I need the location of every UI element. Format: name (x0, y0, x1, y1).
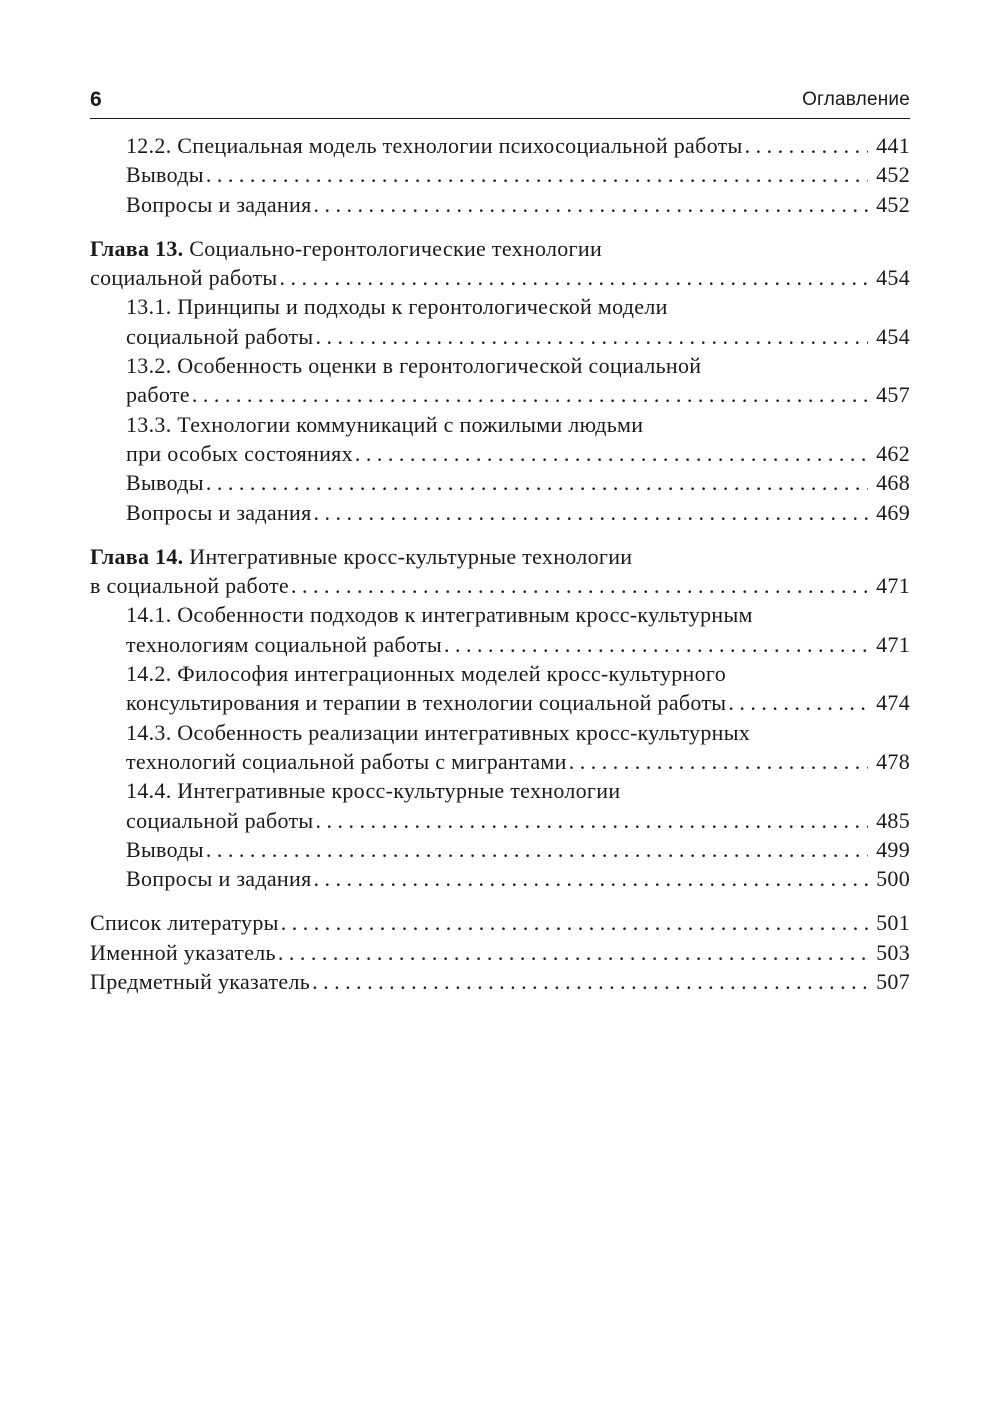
toc-entry[interactable] (90, 351, 910, 410)
dot-leader (312, 190, 869, 219)
toc-entry-title: Именной указатель (90, 939, 276, 965)
toc-page-number: 485 (876, 807, 910, 833)
toc-entry-title: 13.2. Особенность оценки в геронтологической социальной (126, 353, 702, 379)
dot-leader (204, 160, 868, 189)
toc-entry[interactable] (90, 498, 910, 527)
toc-page-number: 507 (876, 969, 910, 995)
toc-entry[interactable] (90, 292, 910, 351)
dot-leader (314, 322, 869, 351)
dot-leader (289, 571, 868, 600)
toc-entry-title: в социальной работе (90, 573, 289, 599)
toc-entry-title: Выводы (126, 162, 204, 188)
toc-entry-title: 12.2. Специальная модель технологии психосоциальной работы (126, 133, 743, 158)
toc-chapter-entry[interactable] (90, 234, 910, 293)
toc-entry[interactable] (90, 908, 910, 937)
toc-page-number: 462 (876, 440, 910, 466)
toc-page-number: 468 (876, 470, 910, 496)
toc-entry-title: Список литературы (90, 910, 279, 936)
dot-leader (310, 967, 868, 996)
dot-leader (743, 131, 868, 160)
toc-page-number: 478 (876, 748, 910, 774)
toc-entry-title: 14.2. Философия интеграционных моделей кросс-культурного (126, 661, 726, 687)
chapter-label: Глава 13. (90, 235, 184, 261)
toc-page-number: 471 (876, 631, 910, 657)
dot-leader (204, 835, 868, 864)
toc-entry-title: Интегративные кросс-культурные технологии (189, 543, 633, 569)
toc-entry-title: технологиям социальной работы (126, 631, 442, 657)
dot-leader (314, 806, 869, 835)
dot-leader (726, 688, 868, 717)
toc-entry-title: при особых состояниях (126, 440, 353, 466)
toc-entry[interactable] (90, 835, 910, 864)
toc-entry-title: социальной работы (90, 265, 278, 291)
toc-page-number: 441 (876, 133, 910, 158)
toc-entry[interactable] (90, 938, 910, 967)
dot-leader (276, 938, 868, 967)
toc-page-number: 503 (876, 939, 910, 965)
toc-chapter-entry[interactable] (90, 542, 910, 601)
toc-entry-title: социальной работы (126, 323, 314, 349)
toc-section (90, 908, 910, 996)
dot-leader (278, 263, 869, 292)
dot-leader (312, 864, 869, 893)
toc-entry[interactable] (90, 160, 910, 189)
page-number: 6 (90, 88, 102, 111)
toc-section (90, 131, 910, 219)
toc-entry-title: Выводы (126, 836, 204, 862)
toc-entry-title: 14.3. Особенность реализации интегративных кросс-культурных (126, 719, 751, 745)
toc-page-number: 471 (876, 573, 910, 599)
dot-leader (567, 747, 868, 776)
toc-page-number: 469 (876, 499, 910, 525)
toc-entry-title: 13.3. Технологии коммуникаций с пожилыми людьми (126, 411, 644, 437)
toc-section (90, 542, 910, 894)
toc-entry-title: Вопросы и задания (126, 191, 312, 217)
toc-entry-title: 14.1. Особенности подходов к интегративным кросс-культурным (126, 602, 753, 628)
running-title: Оглавление (802, 89, 910, 110)
dot-leader (442, 630, 868, 659)
toc-entry-title: 14.4. Интегративные кросс-культурные технологии (126, 778, 621, 804)
toc-entry[interactable] (90, 659, 910, 718)
toc-page-number: 501 (876, 910, 910, 936)
dot-leader (353, 439, 868, 468)
toc-entry[interactable] (90, 776, 910, 835)
toc-entry[interactable] (90, 410, 910, 469)
toc-entry[interactable] (90, 600, 910, 659)
dot-leader (312, 498, 869, 527)
toc-entry-title: Выводы (126, 470, 204, 496)
toc-entry-title: Предметный указатель (90, 969, 311, 995)
toc-entry-title: технологий социальной работы с мигрантами (126, 748, 567, 774)
page-header (90, 86, 910, 116)
toc-entry-title: 13.1. Принципы и подходы к геронтологической модели (126, 294, 668, 320)
toc-entry[interactable] (90, 967, 910, 996)
toc-entry-title: работе (126, 382, 190, 408)
toc-page-number: 499 (876, 836, 910, 862)
toc-entry-title: консультирования и терапии в технологии социальной работы (126, 690, 727, 716)
toc-entry[interactable] (90, 864, 910, 893)
toc-entry-title: Вопросы и задания (126, 866, 312, 892)
dot-leader (204, 468, 868, 497)
toc-page-number: 454 (876, 265, 910, 291)
chapter-label: Глава 14. (90, 543, 184, 569)
toc-page-number: 500 (876, 866, 910, 892)
toc-page-number: 452 (876, 191, 910, 217)
table-of-contents (90, 131, 910, 996)
toc-page-number: 457 (876, 382, 910, 408)
toc-entry[interactable] (90, 468, 910, 497)
toc-entry[interactable] (90, 131, 910, 160)
dot-leader (190, 380, 868, 409)
toc-page-number: 474 (876, 690, 910, 716)
toc-entry[interactable] (90, 190, 910, 219)
toc-entry-title: Социально-геронтологические технологии (189, 235, 603, 261)
toc-entry[interactable] (90, 718, 910, 777)
toc-page-number: 454 (876, 323, 910, 349)
header-divider (90, 118, 910, 119)
toc-entry-title: социальной работы (126, 807, 314, 833)
toc-page-number: 452 (876, 162, 910, 188)
toc-section (90, 234, 910, 527)
toc-entry-title: Вопросы и задания (126, 499, 312, 525)
dot-leader (279, 908, 868, 937)
